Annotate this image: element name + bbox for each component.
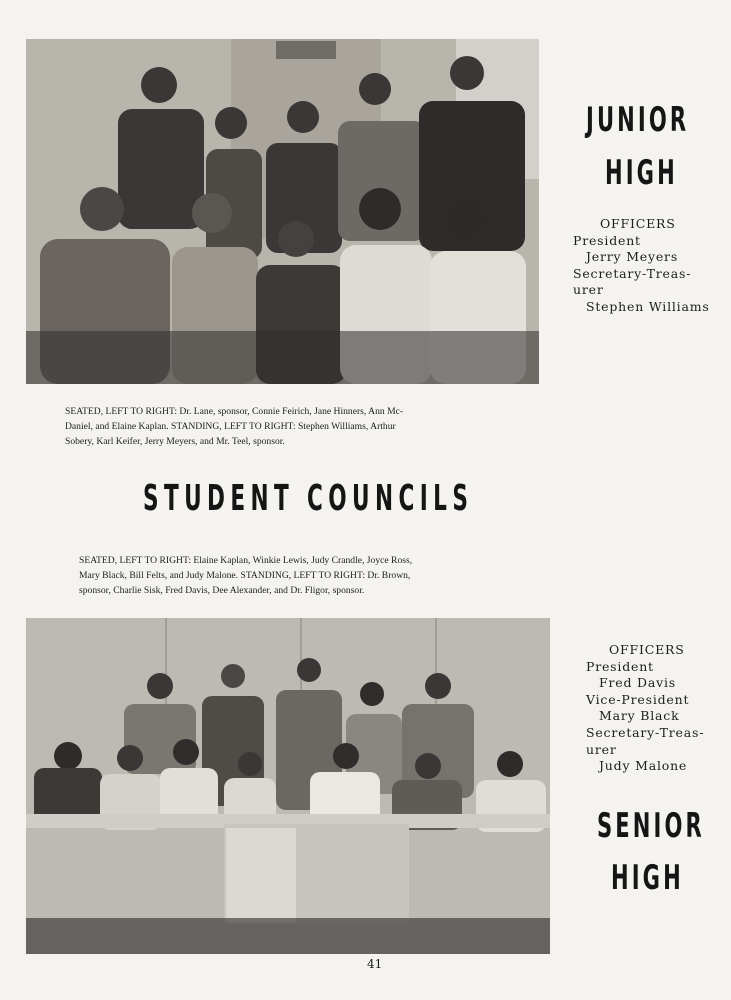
junior-high-heading-line1: JUNIOR <box>586 100 690 140</box>
officer-line: Fred Davis <box>599 675 676 691</box>
officer-line: President <box>573 232 641 248</box>
senior-high-officers <box>586 642 704 775</box>
officer-line: Vice-President <box>586 691 690 707</box>
junior-high-caption <box>65 405 403 449</box>
senior-high-heading-line1: SENIOR <box>597 806 705 846</box>
junior-high-group-photo <box>26 39 539 384</box>
officer-line: Secretary-Treas- <box>573 265 692 281</box>
officers-title: OFFICERS <box>600 216 676 231</box>
caption-line: Sobery, Karl Keifer, Jerry Meyers, and Mr. Teel, sponsor. <box>65 435 285 447</box>
officer-line: urer <box>573 282 604 298</box>
officer-line: President <box>586 658 654 674</box>
officer-line: Secretary-Treas- <box>586 724 705 740</box>
caption-line: sponsor, Charlie Sisk, Fred Davis, Dee Alexander, and Dr. Fligor, sponsor. <box>79 584 365 596</box>
caption-line: Daniel, and Elaine Kaplan. STANDING, LEFT TO RIGHT: Stephen Williams, Arthur <box>65 420 396 432</box>
junior-high-heading-line2: HIGH <box>605 153 678 193</box>
officer-line: Judy Malone <box>599 758 688 774</box>
officer-line: Mary Black <box>599 708 680 724</box>
officer-line: urer <box>586 741 617 757</box>
page-number: 41 <box>367 957 383 971</box>
senior-high-group-photo <box>26 618 550 954</box>
officer-line: Jerry Meyers <box>586 249 679 265</box>
officers-title: OFFICERS <box>609 642 685 657</box>
senior-high-caption <box>79 554 412 598</box>
junior-high-officers <box>573 216 710 316</box>
caption-line: SEATED, LEFT TO RIGHT: Dr. Lane, sponsor, Connie Feirich, Jane Hinners, Ann Mc- <box>65 406 404 417</box>
section-title: STUDENT COUNCILS <box>143 478 474 519</box>
officer-line: Stephen Williams <box>586 298 710 314</box>
senior-high-heading-line2: HIGH <box>611 858 684 898</box>
caption-line: SEATED, LEFT TO RIGHT: Elaine Kaplan, Winkie Lewis, Judy Crandle, Joyce Ross, <box>79 555 413 566</box>
caption-line: Mary Black, Bill Felts, and Judy Malone. STANDING, LEFT TO RIGHT: Dr. Brown, <box>79 569 411 581</box>
